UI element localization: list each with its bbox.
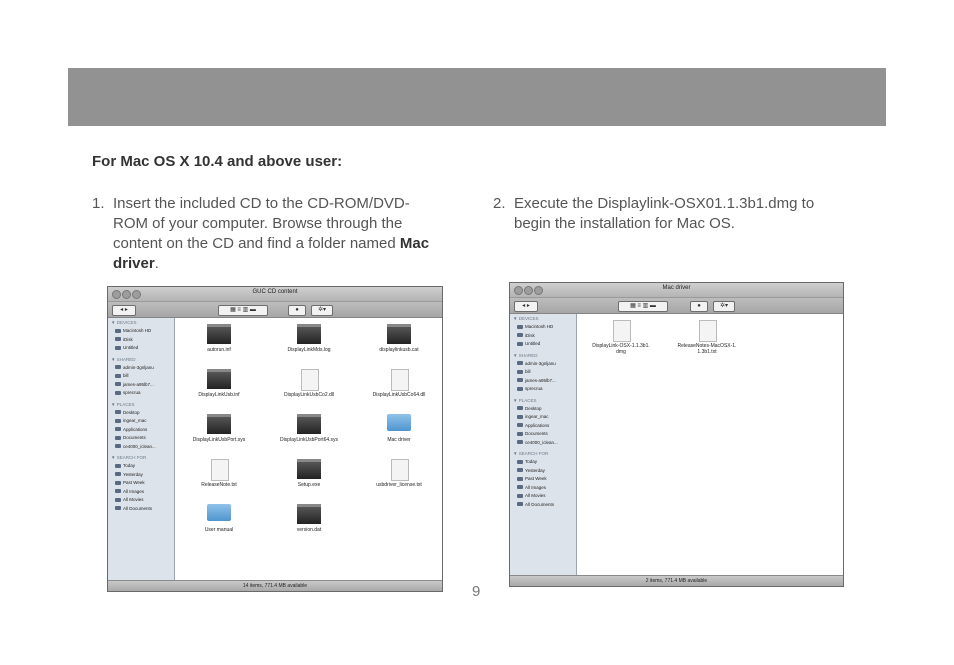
sidebar-item[interactable]: Macintosh HD [517,324,553,329]
sidebar-item[interactable]: All Documents [517,502,554,507]
file-item-label[interactable]: usbdriver_license.txt [376,482,422,488]
dark-file-icon[interactable] [297,459,321,479]
step-1-number: 1. [92,195,105,212]
sidebar-item[interactable]: All Movies [115,497,144,502]
sidebar-item[interactable]: iDisk [517,333,535,338]
sidebar-item-icon [517,415,523,419]
sidebar-item-icon [115,489,121,493]
sidebar-item-icon [115,337,121,341]
sidebar-item[interactable]: Applications [517,423,549,428]
file-item-label[interactable]: DisplayLinkUsbCo2.dll [283,392,335,398]
sidebar-item[interactable]: Today [517,459,537,464]
quick-look-icon[interactable]: ● [288,305,306,316]
sidebar-item-icon [115,365,121,369]
sidebar-item-icon [115,410,121,414]
file-item-label[interactable]: Mac driver [387,437,411,443]
document-icon[interactable] [613,320,631,342]
folder-icon[interactable] [387,414,411,431]
file-item-label[interactable]: Setup.exe [297,482,321,488]
sidebar-item[interactable]: Untitled [115,345,138,350]
sidebar-item[interactable]: ingear_mac [517,414,549,419]
sidebar-item-icon [115,427,121,431]
sidebar-item-icon [517,477,523,481]
sidebar-item-icon [517,423,523,427]
sidebar-item[interactable]: sprecrua [517,386,543,391]
sidebar-item-icon [115,436,121,440]
sidebar-item[interactable]: james-a95lb7... [517,378,556,383]
quick-look-icon[interactable]: ● [690,301,708,312]
file-item-label[interactable]: version.dat [296,527,322,533]
sidebar-item[interactable]: Documents [517,431,548,436]
view-mode-buttons[interactable]: ▦ ≡ ▥ ▬ [618,301,668,312]
sidebar-item[interactable]: Past Week [517,476,547,481]
sidebar-item-icon [115,374,121,378]
window-title: Mac driver [662,285,691,291]
sidebar-item[interactable]: Past Week [115,480,145,485]
sidebar-item-icon [517,333,523,337]
step-1-text: Insert the included CD to the CD-ROM/DVD-ROM of your computer. Browse through the content on the CD and find a folder named Mac driver. [113,195,430,272]
dark-file-icon[interactable] [297,414,321,434]
sidebar-item[interactable]: ingear_mac [115,418,147,423]
document-icon[interactable] [699,320,717,342]
sidebar-item[interactable]: Today [115,463,135,468]
sidebar-item[interactable]: Desktop [115,410,140,415]
file-item-label[interactable]: DisplayLinkUsb.inf [198,392,240,398]
section-title: For Mac OS X 10.4 and above user: [92,153,343,170]
file-item-label[interactable]: displaylinkusb.cat [379,347,419,353]
sidebar-item-icon [517,502,523,506]
file-area [577,314,843,576]
sidebar-heading: ▼ SEARCH FOR [513,451,549,456]
sidebar-item-icon [517,494,523,498]
dark-file-icon[interactable] [297,504,321,524]
sidebar-item[interactable]: All Images [517,485,546,490]
gear-icon[interactable]: ✲▾ [311,305,333,316]
file-item-label[interactable]: autorun.inf [207,347,231,353]
toolbar [510,298,843,314]
toolbar [108,302,442,318]
sidebar-heading: ▼ PLACES [513,397,537,403]
document-icon[interactable] [301,369,319,391]
sidebar-heading: ▼ PLACES [111,401,135,407]
sidebar-item[interactable]: james-a95lb7... [115,382,154,387]
sidebar-item-icon [517,468,523,472]
sidebar-item-icon [115,419,121,423]
mac-driver-label: Mac driver [113,235,430,272]
file-area [175,318,442,581]
file-item-label[interactable]: ReleaseNote.txt [201,482,237,488]
window-title: GUC CD content [252,289,298,295]
sidebar-item-icon [517,325,523,329]
sidebar-item-icon [115,464,121,468]
sidebar-item[interactable]: Yesterday [115,472,143,477]
file-item-label[interactable]: DisplayLinkUsbPort64.sys [279,437,339,443]
file-item-label[interactable]: ReleaseNotes-MacOSX-1.1.3b1.txt [677,343,737,355]
sidebar-heading: ▼ DEVICES [513,316,539,321]
sidebar-item-icon [517,460,523,464]
folder-icon[interactable] [207,504,231,521]
sidebar-item[interactable]: All Images [115,489,144,494]
sidebar-item[interactable]: Desktop [517,406,542,411]
finder-window-mac-driver [509,282,844,587]
sidebar-item[interactable]: Yesterday [517,468,545,473]
title-bar [510,283,843,298]
status-bar: 2 items, 771.4 MB available [510,575,843,586]
sidebar-item[interactable]: All Documents [115,506,152,511]
sidebar-item-icon [517,406,523,410]
dark-file-icon[interactable] [387,324,411,344]
step-2-text: Execute the Displaylink-OSX01.1.3b1.dmg to begin the installation for Mac OS. [514,195,815,232]
page-number: 9 [472,583,481,600]
title-bar [108,287,442,302]
sidebar-item[interactable]: ce4000_iclean... [115,444,156,449]
sidebar-item-icon [115,498,121,502]
sidebar-item-icon [115,506,121,510]
sidebar-item-icon [517,432,523,436]
sidebar-item-icon [517,342,523,346]
sidebar-heading: ▼ SHARED [513,352,538,358]
step-1 [92,194,442,274]
file-item-label[interactable]: DisplayLinkUsbCo64.dll [372,392,426,398]
file-item-label[interactable]: DisplayLink-OSX-1.1.3b1.dmg [592,343,650,355]
sidebar-item-icon [115,382,121,386]
step-2 [493,194,853,234]
dark-file-icon[interactable] [207,369,231,389]
sidebar-item-icon [517,485,523,489]
sidebar-item[interactable]: Untitled [517,341,540,346]
header-bar [68,68,886,126]
document-icon[interactable] [391,369,409,391]
sidebar-item-icon [517,440,523,444]
sidebar-item-icon [115,481,121,485]
sidebar-item[interactable]: bill [115,373,129,378]
sidebar-item[interactable]: sprecrua [115,390,141,395]
sidebar-heading: ▼ SHARED [111,356,136,362]
sidebar-item-icon [115,444,121,448]
finder-window-cd-content [107,286,443,592]
file-item-label[interactable]: DisplayLinkUsbPort.sys [192,437,246,443]
view-mode-buttons[interactable]: ▦ ≡ ▥ ▬ [218,305,268,316]
sidebar-item[interactable]: Macintosh HD [115,328,151,333]
document-icon[interactable] [391,459,409,481]
sidebar-item[interactable]: All Movies [517,493,546,498]
sidebar-item[interactable]: Documents [115,435,146,440]
step-2-number: 2. [493,195,506,212]
gear-icon[interactable]: ✲▾ [713,301,735,312]
sidebar [108,318,175,581]
sidebar-item-icon [517,361,523,365]
file-item-label[interactable]: User manual [204,527,234,533]
sidebar-item-icon [115,329,121,333]
dark-file-icon[interactable] [207,324,231,344]
sidebar-item-icon [115,391,121,395]
file-item-label[interactable]: DisplayLinkMds.log [287,347,331,353]
dark-file-icon[interactable] [297,324,321,344]
document-icon[interactable] [211,459,229,481]
sidebar-item-icon [517,387,523,391]
sidebar-item[interactable]: Applications [115,427,147,432]
status-bar: 14 items, 771.4 MB available [108,580,442,591]
sidebar-item-icon [517,370,523,374]
dark-file-icon[interactable] [207,414,231,434]
sidebar [510,314,577,576]
sidebar-item-icon [115,346,121,350]
back-forward-button[interactable]: ◂ ▸ [112,305,136,316]
sidebar-item[interactable]: iDisk [115,337,133,342]
sidebar-item[interactable]: ce4000_iclean... [517,440,558,445]
sidebar-item-icon [517,378,523,382]
sidebar-heading: ▼ SEARCH FOR [111,455,147,460]
sidebar-item[interactable]: bill [517,369,531,374]
sidebar-item[interactable]: admin-3gnljanu [115,365,154,370]
sidebar-item-icon [115,472,121,476]
sidebar-heading: ▼ DEVICES [111,320,137,325]
sidebar-item[interactable]: admin-3gnljanu [517,361,556,366]
back-forward-button[interactable]: ◂ ▸ [514,301,538,312]
